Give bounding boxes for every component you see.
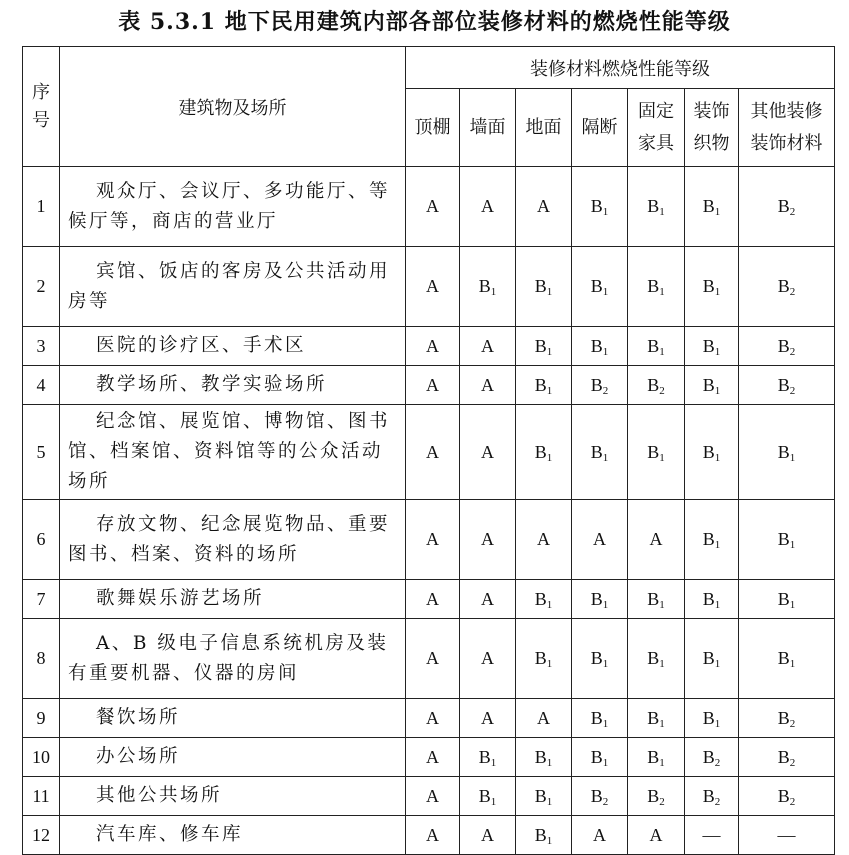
row-number: 5 (23, 405, 60, 500)
grade-cell (739, 366, 835, 405)
table-title: 表 5.3.1 地下民用建筑内部各部位装修材料的燃烧性能等级 (118, 9, 731, 35)
grade-cell (572, 699, 628, 738)
grade-letter: A (426, 276, 439, 296)
grade-cell (406, 366, 460, 405)
grade-cell (739, 699, 835, 738)
grade-subscript: 2 (789, 206, 796, 218)
column-header-line1: 装饰 (693, 100, 730, 122)
grade-cell (572, 405, 628, 500)
grade-letter: A (481, 824, 494, 845)
place-text: 餐饮场所 (96, 707, 181, 728)
fire-rating-table (22, 46, 835, 855)
grade-subscript: 1 (714, 345, 721, 358)
place-text: A、B 级电子信息系统机房及装有重要机器、仪器的房间 (68, 632, 389, 684)
grade-letter: A (537, 707, 550, 728)
grade-cell (460, 777, 516, 816)
grade-subscript: 1 (789, 539, 796, 551)
grade-letter: B (777, 785, 790, 806)
column-header-line2: 装饰材料 (750, 132, 823, 154)
grade-letter: B (777, 648, 790, 668)
grade-cell (516, 366, 572, 405)
grade-subscript: 1 (546, 756, 553, 769)
seq-header (23, 47, 60, 167)
table-row (23, 580, 835, 619)
grade-subscript: 1 (659, 598, 665, 611)
grade-letter: A (593, 824, 606, 845)
grade-cell (572, 167, 628, 247)
place-cell (60, 777, 406, 816)
grade-cell (406, 738, 460, 777)
grade-cell (739, 619, 835, 699)
grade-subscript: 1 (490, 795, 497, 808)
column-header-line1: 隔断 (581, 116, 618, 138)
grade-letter: A (481, 588, 494, 609)
grade-letter: B (647, 196, 660, 216)
grade-subscript: 2 (789, 384, 796, 397)
grade-cell (516, 405, 572, 500)
grade-letter: B (534, 785, 547, 806)
grade-subscript: 1 (659, 451, 665, 464)
grade-letter: A (426, 335, 439, 356)
grade-cell (628, 580, 685, 619)
column-header (460, 89, 516, 167)
grade-letter: B (702, 441, 715, 462)
column-header-line2: 家具 (638, 132, 674, 154)
table-row (23, 167, 835, 247)
column-header-line2: 织物 (693, 132, 730, 154)
column-header (406, 89, 460, 167)
grade-letter: B (590, 588, 603, 609)
grade-letter: A (481, 196, 494, 216)
place-cell (60, 699, 406, 738)
grade-cell (685, 580, 739, 619)
grade-letter: B (702, 648, 715, 668)
row-number: 3 (23, 327, 60, 366)
grade-cell (516, 699, 572, 738)
place-cell (60, 816, 406, 855)
row-number: 11 (23, 777, 60, 816)
grade-cell (516, 580, 572, 619)
grade-cell (685, 777, 739, 816)
grade-letter: B (647, 441, 660, 462)
grade-letter: B (702, 529, 715, 549)
row-number: 6 (23, 500, 60, 580)
grade-cell (460, 247, 516, 327)
place-cell (60, 327, 406, 366)
grade-letter: B (590, 648, 603, 668)
grade-subscript: 2 (659, 795, 665, 808)
grade-cell (460, 619, 516, 699)
grade-cell (739, 167, 835, 247)
grade-subscript: 1 (546, 384, 553, 397)
grade-cell (406, 816, 460, 855)
grade-subscript: 2 (789, 286, 796, 298)
grade-letter: B (777, 746, 790, 767)
seq-header-line1: 序 (32, 81, 50, 103)
row-number: 9 (23, 699, 60, 738)
grade-cell (685, 405, 739, 500)
grade-letter: B (647, 746, 660, 767)
row-number: 10 (23, 738, 60, 777)
grade-letter: B (534, 335, 547, 356)
grade-letter: B (590, 335, 603, 356)
place-text: 观众厅、会议厅、多功能厅、等候厅等，商店的营业厅 (68, 180, 391, 232)
seq-header-line2: 号 (32, 109, 50, 131)
grade-cell (739, 327, 835, 366)
place-cell (60, 366, 406, 405)
grade-letter: B (478, 746, 491, 767)
grade-cell (460, 816, 516, 855)
grade-subscript: 1 (602, 598, 609, 611)
column-header (685, 89, 739, 167)
grade-cell (516, 167, 572, 247)
grade-subscript: 2 (789, 756, 796, 769)
table-row (23, 366, 835, 405)
place-text: 教学场所、教学实验场所 (96, 374, 328, 395)
grade-cell (628, 327, 685, 366)
place-cell (60, 619, 406, 699)
grade-cell (739, 738, 835, 777)
grade-subscript: 1 (546, 598, 553, 611)
grade-subscript: 1 (714, 206, 721, 218)
grade-letter: A (537, 529, 550, 549)
grade-letter: B (534, 588, 547, 609)
grade-letter: B (590, 785, 603, 806)
grade-letter: A (481, 335, 494, 356)
grade-cell (685, 816, 739, 855)
grade-subscript: 1 (490, 756, 497, 769)
column-header (572, 89, 628, 167)
grade-subscript: 1 (602, 717, 609, 730)
grade-letter: B (777, 707, 790, 728)
grade-subscript: 1 (546, 658, 553, 670)
grade-subscript: 1 (789, 451, 796, 464)
grade-cell (572, 500, 628, 580)
grade-subscript: 1 (602, 756, 609, 769)
grade-cell (572, 580, 628, 619)
grade-letter: B (534, 746, 547, 767)
grade-letter: — (777, 824, 796, 845)
grade-cell (628, 738, 685, 777)
place-text: 汽车库、修车库 (96, 824, 244, 845)
grade-cell (628, 777, 685, 816)
grade-cell (460, 738, 516, 777)
grade-letter: A (426, 441, 439, 462)
grade-subscript: 1 (602, 658, 609, 670)
grade-letter: B (590, 276, 603, 296)
grade-cell (406, 167, 460, 247)
grade-cell (460, 327, 516, 366)
place-text: 宾馆、饭店的客房及公共活动用房等 (68, 260, 391, 312)
grade-cell (739, 580, 835, 619)
grade-cell (685, 500, 739, 580)
grade-subscript: 1 (789, 658, 796, 670)
grade-letter: B (534, 276, 547, 296)
grade-cell (685, 366, 739, 405)
place-cell (60, 247, 406, 327)
grade-subscript: 1 (602, 451, 609, 464)
grade-cell (628, 619, 685, 699)
table-row (23, 405, 835, 500)
grade-cell (460, 366, 516, 405)
grade-letter: B (590, 746, 603, 767)
grade-cell (572, 738, 628, 777)
grade-subscript: 1 (789, 598, 796, 611)
grade-cell (739, 405, 835, 500)
grade-cell (628, 699, 685, 738)
grade-letter: B (534, 824, 547, 845)
grade-subscript: 1 (659, 206, 665, 218)
grade-letter: B (534, 648, 547, 668)
table-row (23, 816, 835, 855)
grade-letter: B (777, 529, 790, 549)
grade-cell (406, 580, 460, 619)
grade-cell (628, 500, 685, 580)
grade-letter: B (647, 335, 660, 356)
grade-letter: B (777, 374, 790, 395)
column-header (516, 89, 572, 167)
grade-cell (685, 738, 739, 777)
grade-letter: B (702, 335, 715, 356)
grade-letter: B (702, 374, 715, 395)
row-number: 2 (23, 247, 60, 327)
grade-letter: A (593, 529, 606, 549)
grade-letter: B (647, 707, 660, 728)
grade-letter: A (481, 529, 494, 549)
place-text: 纪念馆、展览馆、博物馆、图书馆、档案馆、资料馆等的公众活动场所 (68, 411, 391, 492)
grade-subscript: 2 (602, 795, 609, 808)
grade-cell (685, 167, 739, 247)
grade-letter: B (647, 374, 660, 395)
table-row (23, 777, 835, 816)
grade-letter: B (647, 588, 660, 609)
grade-cell (685, 247, 739, 327)
place-cell (60, 580, 406, 619)
grade-letter: A (537, 196, 550, 216)
grade-letter: B (590, 196, 603, 216)
grade-letter: B (647, 785, 660, 806)
grade-letter: A (481, 707, 494, 728)
grade-subscript: 1 (714, 384, 721, 397)
grade-subscript: 1 (546, 795, 553, 808)
grade-letter: B (702, 746, 715, 767)
table-row (23, 500, 835, 580)
place-text: 其他公共场所 (96, 785, 223, 806)
grade-cell (572, 327, 628, 366)
grade-subscript: 1 (546, 834, 553, 847)
column-header-line1: 墙面 (469, 116, 506, 138)
column-header-line1: 固定 (638, 100, 674, 122)
column-header-line1: 其他装修 (750, 100, 823, 122)
grade-cell (739, 500, 835, 580)
row-number: 1 (23, 167, 60, 247)
column-header (628, 89, 685, 167)
grade-cell (460, 580, 516, 619)
grade-letter: B (647, 648, 660, 668)
grade-subscript: 1 (546, 451, 553, 464)
grade-letter: A (649, 529, 663, 549)
row-number: 12 (23, 816, 60, 855)
grade-subscript: 1 (602, 345, 609, 358)
grade-subscript: 2 (714, 756, 721, 769)
grade-letter: B (702, 276, 715, 296)
column-header-line1: 顶棚 (414, 116, 451, 138)
grade-letter: B (702, 588, 715, 609)
grade-cell (628, 247, 685, 327)
grade-subscript: 2 (602, 384, 609, 397)
grade-letter: B (777, 441, 790, 462)
grade-letter: B (702, 785, 715, 806)
grade-cell (516, 738, 572, 777)
grade-cell (572, 366, 628, 405)
grade-letter: A (426, 785, 439, 806)
grade-cell (628, 405, 685, 500)
grade-letter: B (534, 441, 547, 462)
grade-cell (406, 777, 460, 816)
place-cell (60, 500, 406, 580)
grade-subscript: 2 (789, 345, 796, 358)
grade-letter: A (426, 529, 439, 549)
grade-subscript: 1 (714, 717, 721, 730)
grade-cell (516, 247, 572, 327)
grade-subscript: 1 (714, 658, 721, 670)
grade-cell (406, 619, 460, 699)
place-cell (60, 738, 406, 777)
grade-subscript: 1 (714, 451, 721, 464)
grade-subscript: 1 (659, 658, 665, 670)
place-text: 歌舞娱乐游艺场所 (96, 588, 265, 609)
grade-letter: A (481, 441, 494, 462)
grade-subscript: 1 (546, 345, 553, 358)
grade-cell (406, 500, 460, 580)
grade-cell (460, 405, 516, 500)
grade-subscript: 1 (714, 598, 721, 611)
grade-letter: A (426, 374, 439, 395)
grade-letter: B (777, 276, 790, 296)
grade-cell (628, 816, 685, 855)
grade-subscript: 1 (659, 717, 665, 730)
table-row (23, 327, 835, 366)
grade-letter: B (777, 196, 790, 216)
place-cell (60, 405, 406, 500)
grade-subscript: 1 (490, 286, 497, 298)
place-text: 医院的诊疗区、手术区 (96, 335, 307, 356)
grade-cell (739, 816, 835, 855)
grade-letter: B (647, 276, 660, 296)
grade-subscript: 1 (602, 206, 609, 218)
grade-cell (516, 500, 572, 580)
grade-subscript: 1 (546, 286, 553, 298)
grade-letter: B (590, 441, 603, 462)
grade-letter: — (702, 824, 721, 845)
grade-letter: A (481, 648, 494, 668)
grade-letter: B (534, 374, 547, 395)
grade-cell (460, 167, 516, 247)
grade-cell (406, 699, 460, 738)
grade-subscript: 1 (714, 539, 721, 551)
grade-letter: A (426, 196, 439, 216)
place-cell (60, 167, 406, 247)
grade-letter: B (590, 374, 603, 395)
table-row (23, 619, 835, 699)
grade-letter: A (649, 824, 663, 845)
grade-cell (739, 247, 835, 327)
table-row (23, 738, 835, 777)
grade-cell (739, 777, 835, 816)
grade-letter: B (702, 196, 715, 216)
place-text: 存放文物、纪念展览物品、重要图书、档案、资料的场所 (68, 513, 391, 565)
grade-letter: A (426, 588, 439, 609)
grade-cell (628, 366, 685, 405)
grade-letter: B (478, 785, 491, 806)
grade-subscript: 2 (789, 717, 796, 730)
table-row (23, 247, 835, 327)
grade-cell (516, 327, 572, 366)
grade-letter: A (426, 746, 439, 767)
grade-cell (406, 327, 460, 366)
row-number: 7 (23, 580, 60, 619)
grade-cell (685, 327, 739, 366)
grade-cell (685, 699, 739, 738)
grade-cell (406, 405, 460, 500)
grade-subscript: 2 (789, 795, 796, 808)
grade-cell (572, 816, 628, 855)
grade-subscript: 1 (659, 286, 665, 298)
grade-letter: A (481, 374, 494, 395)
grade-cell (460, 500, 516, 580)
place-text: 办公场所 (96, 746, 181, 767)
column-header-line1: 地面 (525, 116, 562, 138)
grade-letter: B (777, 588, 790, 609)
grade-subscript: 1 (659, 756, 665, 769)
table-row (23, 699, 835, 738)
grade-cell (516, 619, 572, 699)
grade-cell (685, 619, 739, 699)
grade-subscript: 1 (602, 286, 609, 298)
grade-cell (516, 816, 572, 855)
grade-cell (572, 247, 628, 327)
grade-letter: B (590, 707, 603, 728)
grade-cell (460, 699, 516, 738)
grade-subscript: 1 (714, 286, 721, 298)
grade-subscript: 1 (659, 345, 665, 358)
row-number: 4 (23, 366, 60, 405)
grade-subscript: 2 (714, 795, 721, 808)
grade-cell (572, 777, 628, 816)
grade-letter: B (478, 276, 491, 296)
place-header: 建筑物及场所 (60, 47, 406, 167)
grade-cell (628, 167, 685, 247)
grade-letter: B (702, 707, 715, 728)
grade-cell (572, 619, 628, 699)
row-number: 8 (23, 619, 60, 699)
grade-subscript: 2 (659, 384, 665, 397)
grade-letter: A (426, 824, 439, 845)
grade-letter: A (426, 707, 439, 728)
grade-cell (406, 247, 460, 327)
grade-letter: B (777, 335, 790, 356)
grade-group-header: 装修材料燃烧性能等级 (406, 47, 835, 89)
grade-cell (516, 777, 572, 816)
grade-letter: A (426, 648, 439, 668)
column-header (739, 89, 835, 167)
